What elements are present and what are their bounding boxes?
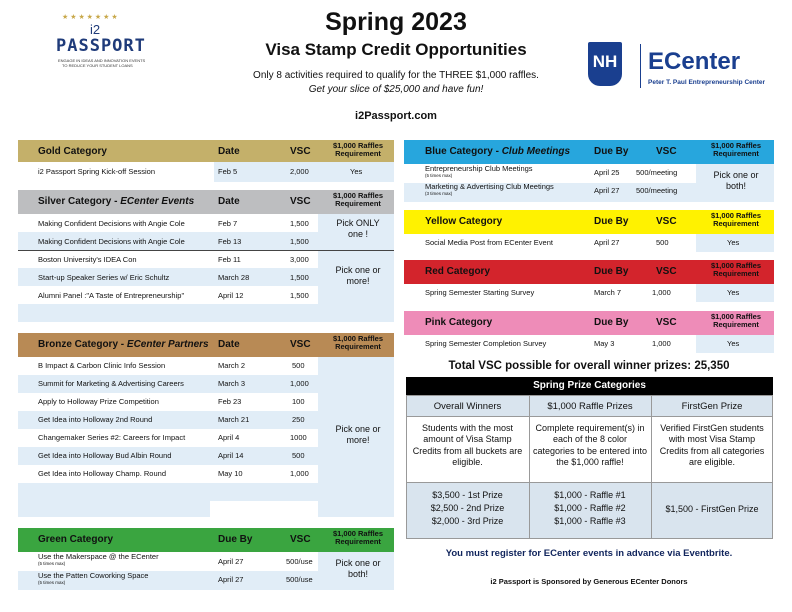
pink-row-req: Yes — [727, 339, 740, 348]
pink-vsc-header: VSC — [656, 317, 677, 328]
pink-row-date: May 3 — [594, 339, 615, 348]
prize-col-raffle: $1,000 Raffle Prizes — [547, 401, 633, 412]
yellow-row-req: Yes — [727, 238, 740, 247]
gold-date-header: Date — [218, 146, 240, 157]
prize-raffle-3: $1,000 - Raffle #3 — [554, 516, 626, 526]
blue-title: Blue Category - Club Meetings — [425, 146, 571, 157]
blue-row-date: April 27 — [594, 186, 620, 195]
bronze-row-vsc: 500 — [292, 451, 305, 460]
green-row-name: Use the Makerspace @ the ECenter (5 times max) — [38, 552, 159, 566]
blue-row-name: Entrepreneurship Club Meetings (5 times max) — [425, 164, 533, 178]
raffle-info-line: Only 8 activities required to qualify for the THREE $1,000 raffles. — [253, 70, 539, 81]
gold-row-req: Yes — [350, 167, 363, 176]
red-row-vsc: 1,000 — [652, 288, 671, 297]
unh-shield-icon: NH — [588, 42, 622, 86]
silver-note-pick-one-or-more: Pick one or more! — [335, 265, 381, 287]
prize-table-title: Spring Prize Categories — [533, 380, 646, 391]
blue-row-name: Marketing & Advertising Club Meetings (3 times max) — [425, 182, 554, 196]
red-req-header: $1,000 Raffles Requirement — [710, 261, 762, 279]
red-row-name: Spring Semester Starting Survey — [425, 288, 535, 297]
ecenter-name: ECenter — [648, 48, 741, 75]
bronze-row-name: Changemaker Series #2: Careers for Impact — [38, 433, 186, 442]
green-vsc-header: VSC — [290, 534, 311, 545]
bronze-row-name: Get Idea into Holloway Bud Albin Round — [38, 451, 172, 460]
silver-row-name: Boston University's IDEA Con — [38, 255, 137, 264]
ecenter-full-name: Peter T. Paul Entrepreneurship Center — [648, 79, 766, 86]
green-date-header: Due By — [218, 534, 253, 545]
red-title: Red Category — [425, 266, 491, 277]
silver-row-vsc: 1,500 — [290, 219, 309, 228]
silver-date-header: Date — [218, 196, 240, 207]
gold-row-name: i2 Passport Spring Kick-off Session — [38, 167, 156, 176]
red-vsc-header: VSC — [656, 266, 677, 277]
sponsor-note: i2 Passport is Sponsored by Generous ECenter Donors — [490, 577, 688, 586]
yellow-row-date: April 27 — [594, 238, 620, 247]
gold-vsc-header: VSC — [290, 146, 311, 157]
silver-row-date: April 12 — [218, 291, 244, 300]
green-note-pick-one-or-both: Pick one or both! — [335, 558, 381, 580]
bronze-row-vsc: 250 — [292, 415, 305, 424]
silver-row-vsc: 1,500 — [290, 273, 309, 282]
silver-title: Silver Category - ECenter Events — [38, 196, 195, 207]
bronze-row-vsc: 100 — [292, 397, 305, 406]
prize-overall-1: $3,500 - 1st Prize — [432, 490, 503, 500]
silver-note-pick-only-one: Pick ONLY one ! — [336, 218, 380, 240]
green-row-name: Use the Patten Coworking Space (5 times max) — [38, 571, 149, 585]
yellow-row-name: Social Media Post from ECenter Event — [425, 238, 553, 247]
bronze-row-date: April 4 — [218, 433, 240, 442]
bronze-row-name: Get Idea into Holloway Champ. Round — [38, 469, 166, 478]
ecenter-divider — [640, 44, 641, 88]
gold-row-date: Feb 5 — [218, 167, 238, 176]
green-row-date: April 27 — [218, 575, 244, 584]
prize-firstgen-amount: $1,500 - FirstGen Prize — [665, 504, 759, 514]
bronze-row-name: Get Idea into Holloway 2nd Round — [38, 415, 153, 424]
prize-desc-firstgen: Verified FirstGen students with most Visa Stamp Credits from all categories are eligible. — [659, 423, 765, 467]
yellow-req-header: $1,000 Raffles Requirement — [710, 211, 762, 229]
bronze-row-vsc: 1,000 — [290, 379, 309, 388]
silver-row-date: Feb 7 — [218, 219, 238, 228]
bronze-row-date: March 21 — [218, 415, 250, 424]
pink-row-vsc: 1,000 — [652, 339, 671, 348]
bronze-date-header: Date — [218, 339, 240, 350]
tagline: Get your slice of $25,000 and have fun! — [308, 84, 484, 95]
blue-date-header: Due By — [594, 146, 629, 157]
red-row-req: Yes — [727, 288, 740, 297]
prize-desc-raffle: Complete requirement(s) in each of the 8 color categories to be entered into the $1,000 raffle! — [532, 423, 648, 467]
bronze-row-date: April 14 — [218, 451, 244, 460]
blue-req-header: $1,000 Raffles Requirement — [710, 141, 762, 159]
bronze-row-name: B Impact & Carbon Clinic Info Session — [38, 361, 166, 370]
bronze-row-vsc: 1,000 — [290, 469, 309, 478]
bronze-vsc-header: VSC — [290, 339, 311, 350]
bronze-row-vsc: 500 — [292, 361, 305, 370]
prize-raffle-1: $1,000 - Raffle #1 — [554, 490, 626, 500]
prize-col-overall: Overall Winners — [433, 401, 502, 412]
bronze-row-name: Apply to Holloway Prize Competition — [38, 397, 159, 406]
silver-vsc-header: VSC — [290, 196, 311, 207]
pink-row-name: Spring Semester Completion Survey — [425, 339, 547, 348]
green-req-header: $1,000 Raffles Requirement — [332, 529, 384, 547]
blue-row-vsc: 500/meeting — [636, 168, 678, 177]
bronze-title: Bronze Category - ECenter Partners — [38, 339, 209, 350]
bronze-row-date: Feb 23 — [218, 397, 242, 406]
website-link[interactable]: i2Passport.com — [355, 110, 437, 122]
page-subtitle: Visa Stamp Credit Opportunities — [265, 40, 527, 59]
logo-stars: ★ ★ ★ ★ ★ ★ ★ — [62, 14, 118, 21]
gold-row-vsc: 2,000 — [290, 167, 309, 176]
silver-req-header: $1,000 Raffles Requirement — [332, 191, 384, 209]
bronze-req-header: $1,000 Raffles Requirement — [332, 334, 384, 352]
silver-row-date: Feb 11 — [218, 255, 241, 264]
logo-passport: PASSPORT — [56, 36, 146, 56]
red-date-header: Due By — [594, 266, 629, 277]
prize-desc-overall: Students with the most amount of Visa Stamp Credits from all buckets are eligible. — [412, 423, 523, 467]
total-vsc: Total VSC possible for overall winner prizes: 25,350 — [448, 360, 730, 372]
green-row-vsc: 500/use — [286, 557, 313, 566]
green-title: Green Category — [38, 534, 114, 545]
silver-row-date: March 28 — [218, 273, 250, 282]
prize-overall-3: $2,000 - 3rd Prize — [431, 516, 504, 526]
yellow-title: Yellow Category — [425, 216, 503, 227]
silver-row-date: Feb 13 — [218, 237, 242, 246]
silver-row-name: Start-up Speaker Series w/ Eric Schultz — [38, 273, 170, 282]
silver-row-vsc: 3,000 — [290, 255, 309, 264]
silver-row-name: Making Confident Decisions with Angie Cole — [38, 219, 185, 228]
green-row-date: April 27 — [218, 557, 244, 566]
blue-row-date: April 25 — [594, 168, 620, 177]
silver-row-vsc: 1,500 — [290, 291, 309, 300]
register-note: You must register for ECenter events in advance via Eventbrite. — [445, 548, 733, 559]
silver-row-name: Alumni Panel :"A Taste of Entrepreneurship" — [38, 291, 185, 300]
bronze-row-date: March 3 — [218, 379, 246, 388]
gold-req-header: $1,000 Raffles Requirement — [332, 141, 384, 159]
prize-col-firstgen: FirstGen Prize — [681, 401, 743, 412]
bronze-note-pick-one-or-more: Pick one or more! — [335, 424, 381, 446]
prize-raffle-2: $1,000 - Raffle #2 — [554, 503, 626, 513]
bronze-row-name: Summit for Marketing & Advertising Careers — [38, 379, 184, 388]
bronze-row-vsc: 1000 — [290, 433, 307, 442]
gold-title: Gold Category — [38, 146, 107, 157]
yellow-row-vsc: 500 — [656, 238, 669, 247]
logo-i2: i2 — [90, 22, 101, 37]
blue-row-vsc: 500/meeting — [636, 186, 678, 195]
pink-date-header: Due By — [594, 317, 629, 328]
bronze-row-date: March 2 — [218, 361, 246, 370]
prize-overall-2: $2,500 - 2nd Prize — [430, 503, 505, 513]
silver-row-name: Making Confident Decisions with Angie Cole — [38, 237, 185, 246]
bronze-row-date: May 10 — [218, 469, 243, 478]
yellow-vsc-header: VSC — [656, 216, 677, 227]
logo-tagline-1: ENGAGE IN IDEAS AND INNOVATION EVENTS — [58, 58, 146, 63]
logo-tagline-2: TO REDUCE YOUR STUDENT LOANS — [62, 63, 133, 68]
blue-vsc-header: VSC — [656, 146, 677, 157]
yellow-date-header: Due By — [594, 216, 629, 227]
pink-title: Pink Category — [425, 317, 493, 328]
pink-req-header: $1,000 Raffles Requirement — [710, 312, 762, 330]
page-title: Spring 2023 — [325, 8, 467, 36]
blue-note-pick-one-or-both: Pick one or both! — [713, 170, 759, 192]
red-row-date: March 7 — [594, 288, 622, 297]
silver-row-vsc: 1,500 — [290, 237, 309, 246]
green-row-vsc: 500/use — [286, 575, 313, 584]
